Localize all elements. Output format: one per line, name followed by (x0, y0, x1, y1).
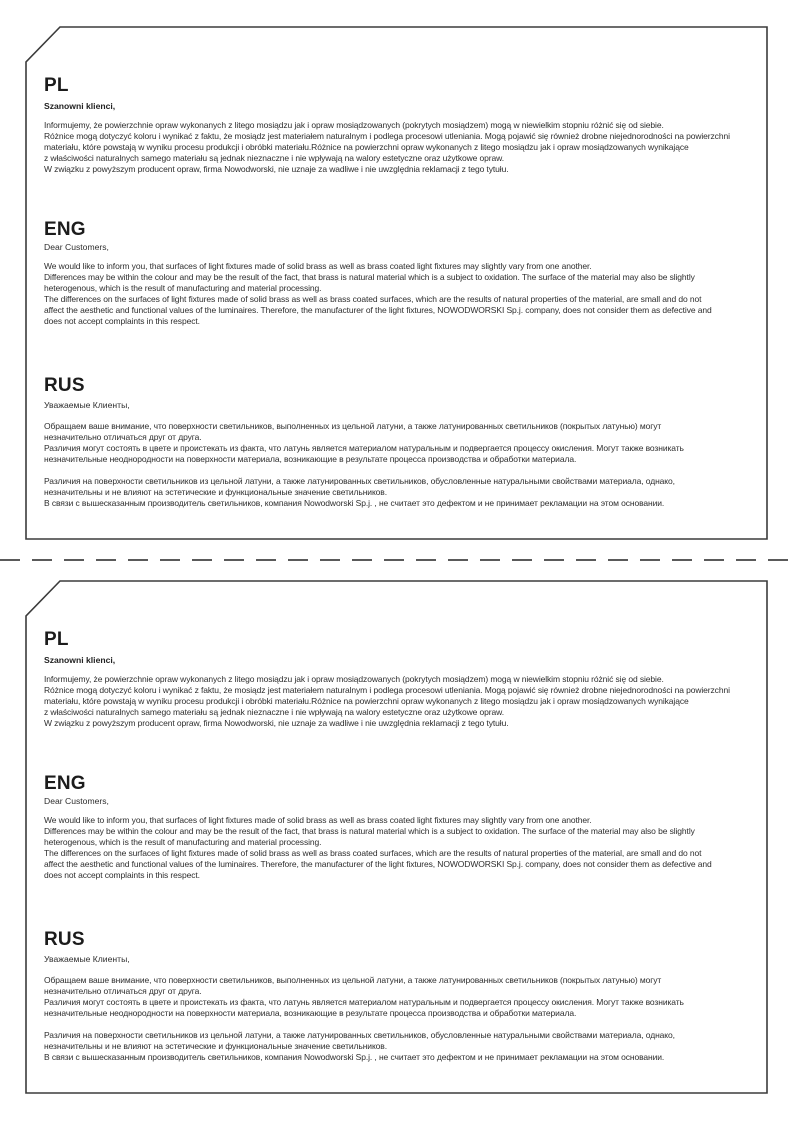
paragraph-rus-1 (44, 421, 750, 465)
paragraph-pl (44, 674, 750, 729)
text-line: незначительные неоднородности на поверхности материала, возникающие в результате процесса производства и обработки материала. (44, 1008, 577, 1018)
text-line: z właściwości naturalnych samego materiału są jednak nieznaczne i nie wpływają na walory estetyczne oraz użytkowe opraw. (44, 707, 504, 717)
section-heading-eng: ENG (44, 219, 86, 240)
text-line: Różnice mogą dotyczyć koloru i wynikać z faktu, że mosiądz jest materiałem naturalnym i podlega procesowi utleniania. Mogą pojawić się również drobne niejednorodności na powierzchni (44, 131, 730, 141)
text-line: heterogenous, which is the result of manufacturing and material processing. (44, 283, 322, 293)
text-line: Различия на поверхности светильников из цельной латуни, а также латунированных светильников, обусловленные натуральными свойствами материала, однако, (44, 1030, 675, 1040)
text-line: Differences may be within the colour and may be the result of the fact, that brass is natural material which is a subject to oxidation. The surface of the material may also be slightly (44, 272, 695, 282)
text-line: W związku z powyższym producent opraw, firma Nowodworski, nie uznaje za wadliwe i nie uwzględnia reklamacji z tego tytułu. (44, 718, 509, 728)
text-line: Informujemy, że powierzchnie opraw wykonanych z litego mosiądzu jak i opraw mosiądzowanych (pokrytych mosiądzem) mogą w niewielkim stopniu różnić się od siebie. (44, 120, 664, 130)
text-line: z właściwości naturalnych samego materiału są jednak nieznaczne i nie wpływają na walory estetyczne oraz użytkowe opraw. (44, 153, 504, 163)
text-line: Differences may be within the colour and may be the result of the fact, that brass is natural material which is a subject to oxidation. The surface of the material may also be slightly (44, 826, 695, 836)
notice-card-bottom (25, 580, 768, 1094)
salutation-rus: Уважаемые Клиенты, (44, 400, 130, 410)
text-line: Различия могут состоять в цвете и проистекать из факта, что латунь является материалом натуральным и подвергается процессу окисления. Могут также возникать (44, 997, 684, 1007)
text-line: незначительны и не влияют на эстетические и функциональные значение светильников. (44, 1041, 387, 1051)
paragraph-rus-2 (44, 1030, 750, 1063)
paragraph-rus-1 (44, 975, 750, 1019)
section-heading-eng: ENG (44, 773, 86, 794)
text-line: affect the aesthetic and functional values of the luminaires. Therefore, the manufacturer of the light fixtures, NOWODWORSKI Sp.j. company, does not consider them as defective and (44, 859, 712, 869)
text-line: Обращаем ваше внимание, что поверхности светильников, выполненных из цельной латуни, а также латунированных светильников (покрытых латунью) могут (44, 421, 662, 431)
text-line: В связи с вышесказанным производитель светильников, компания Nowodworski Sp.j. , не считает это дефектом и не принимает рекламации на этом основании. (44, 1052, 665, 1062)
cut-line (0, 559, 793, 561)
section-heading-pl: PL (44, 629, 69, 650)
text-line: Различия могут состоять в цвете и проистекать из факта, что латунь является материалом натуральным и подвергается процессу окисления. Могут также возникать (44, 443, 684, 453)
paragraph-pl (44, 120, 750, 175)
text-line: Informujemy, że powierzchnie opraw wykonanych z litego mosiądzu jak i opraw mosiądzowanych (pokrytych mosiądzem) mogą w niewielkim stopniu różnić się od siebie. (44, 674, 664, 684)
text-line: does not accept complaints in this respect. (44, 870, 200, 880)
text-line: materiału, które powstają w wyniku procesu produkcji i obróbki materiału.Różnice na powierzchni opraw wykonanych z litego mosiądzu jak i opraw mosiądzowanych wynikające (44, 696, 689, 706)
text-line: незначительные неоднородности на поверхности материала, возникающие в результате процесса производства и обработки материала. (44, 454, 577, 464)
text-line: The differences on the surfaces of light fixtures made of solid brass as well as brass coated surfaces, which are the results of natural properties of the material, are small and do not (44, 848, 702, 858)
section-heading-pl: PL (44, 75, 69, 96)
text-line: незначительно отличаться друг от друга. (44, 432, 202, 442)
text-line: незначительны и не влияют на эстетические и функциональные значение светильников. (44, 487, 387, 497)
salutation-eng: Dear Customers, (44, 796, 109, 806)
text-line: W związku z powyższym producent opraw, firma Nowodworski, nie uznaje za wadliwe i nie uwzględnia reklamacji z tego tytułu. (44, 164, 509, 174)
text-line: We would like to inform you, that surfaces of light fixtures made of solid brass as well as brass coated light fixtures may slightly vary from one another. (44, 261, 592, 271)
section-heading-rus: RUS (44, 375, 85, 396)
section-heading-rus: RUS (44, 929, 85, 950)
paragraph-eng (44, 261, 750, 327)
paragraph-rus-2 (44, 476, 750, 509)
salutation-eng: Dear Customers, (44, 242, 109, 252)
paragraph-eng (44, 815, 750, 881)
text-line: We would like to inform you, that surfaces of light fixtures made of solid brass as well as brass coated light fixtures may slightly vary from one another. (44, 815, 592, 825)
text-line: незначительно отличаться друг от друга. (44, 986, 202, 996)
text-line: affect the aesthetic and functional values of the luminaires. Therefore, the manufacturer of the light fixtures, NOWODWORSKI Sp.j. company, does not consider them as defective and (44, 305, 712, 315)
text-line: materiału, które powstają w wyniku procesu produkcji i obróbki materiału.Różnice na powierzchni opraw wykonanych z litego mosiądzu jak i opraw mosiądzowanych wynikające (44, 142, 689, 152)
text-line: Обращаем ваше внимание, что поверхности светильников, выполненных из цельной латуни, а также латунированных светильников (покрытых латунью) могут (44, 975, 662, 985)
text-line: Различия на поверхности светильников из цельной латуни, а также латунированных светильников, обусловленные натуральными свойствами материала, однако, (44, 476, 675, 486)
salutation-pl: Szanowni klienci, (44, 101, 116, 111)
notice-card-top (25, 26, 768, 540)
text-line: heterogenous, which is the result of manufacturing and material processing. (44, 837, 322, 847)
text-line: The differences on the surfaces of light fixtures made of solid brass as well as brass coated surfaces, which are the results of natural properties of the material, are small and do not (44, 294, 702, 304)
salutation-pl: Szanowni klienci, (44, 655, 116, 665)
text-line: Różnice mogą dotyczyć koloru i wynikać z faktu, że mosiądz jest materiałem naturalnym i podlega procesowi utleniania. Mogą pojawić się również drobne niejednorodności na powierzchni (44, 685, 730, 695)
text-line: В связи с вышесказанным производитель светильников, компания Nowodworski Sp.j. , не считает это дефектом и не принимает рекламации на этом основании. (44, 498, 665, 508)
text-line: does not accept complaints in this respect. (44, 316, 200, 326)
salutation-rus: Уважаемые Клиенты, (44, 954, 130, 964)
